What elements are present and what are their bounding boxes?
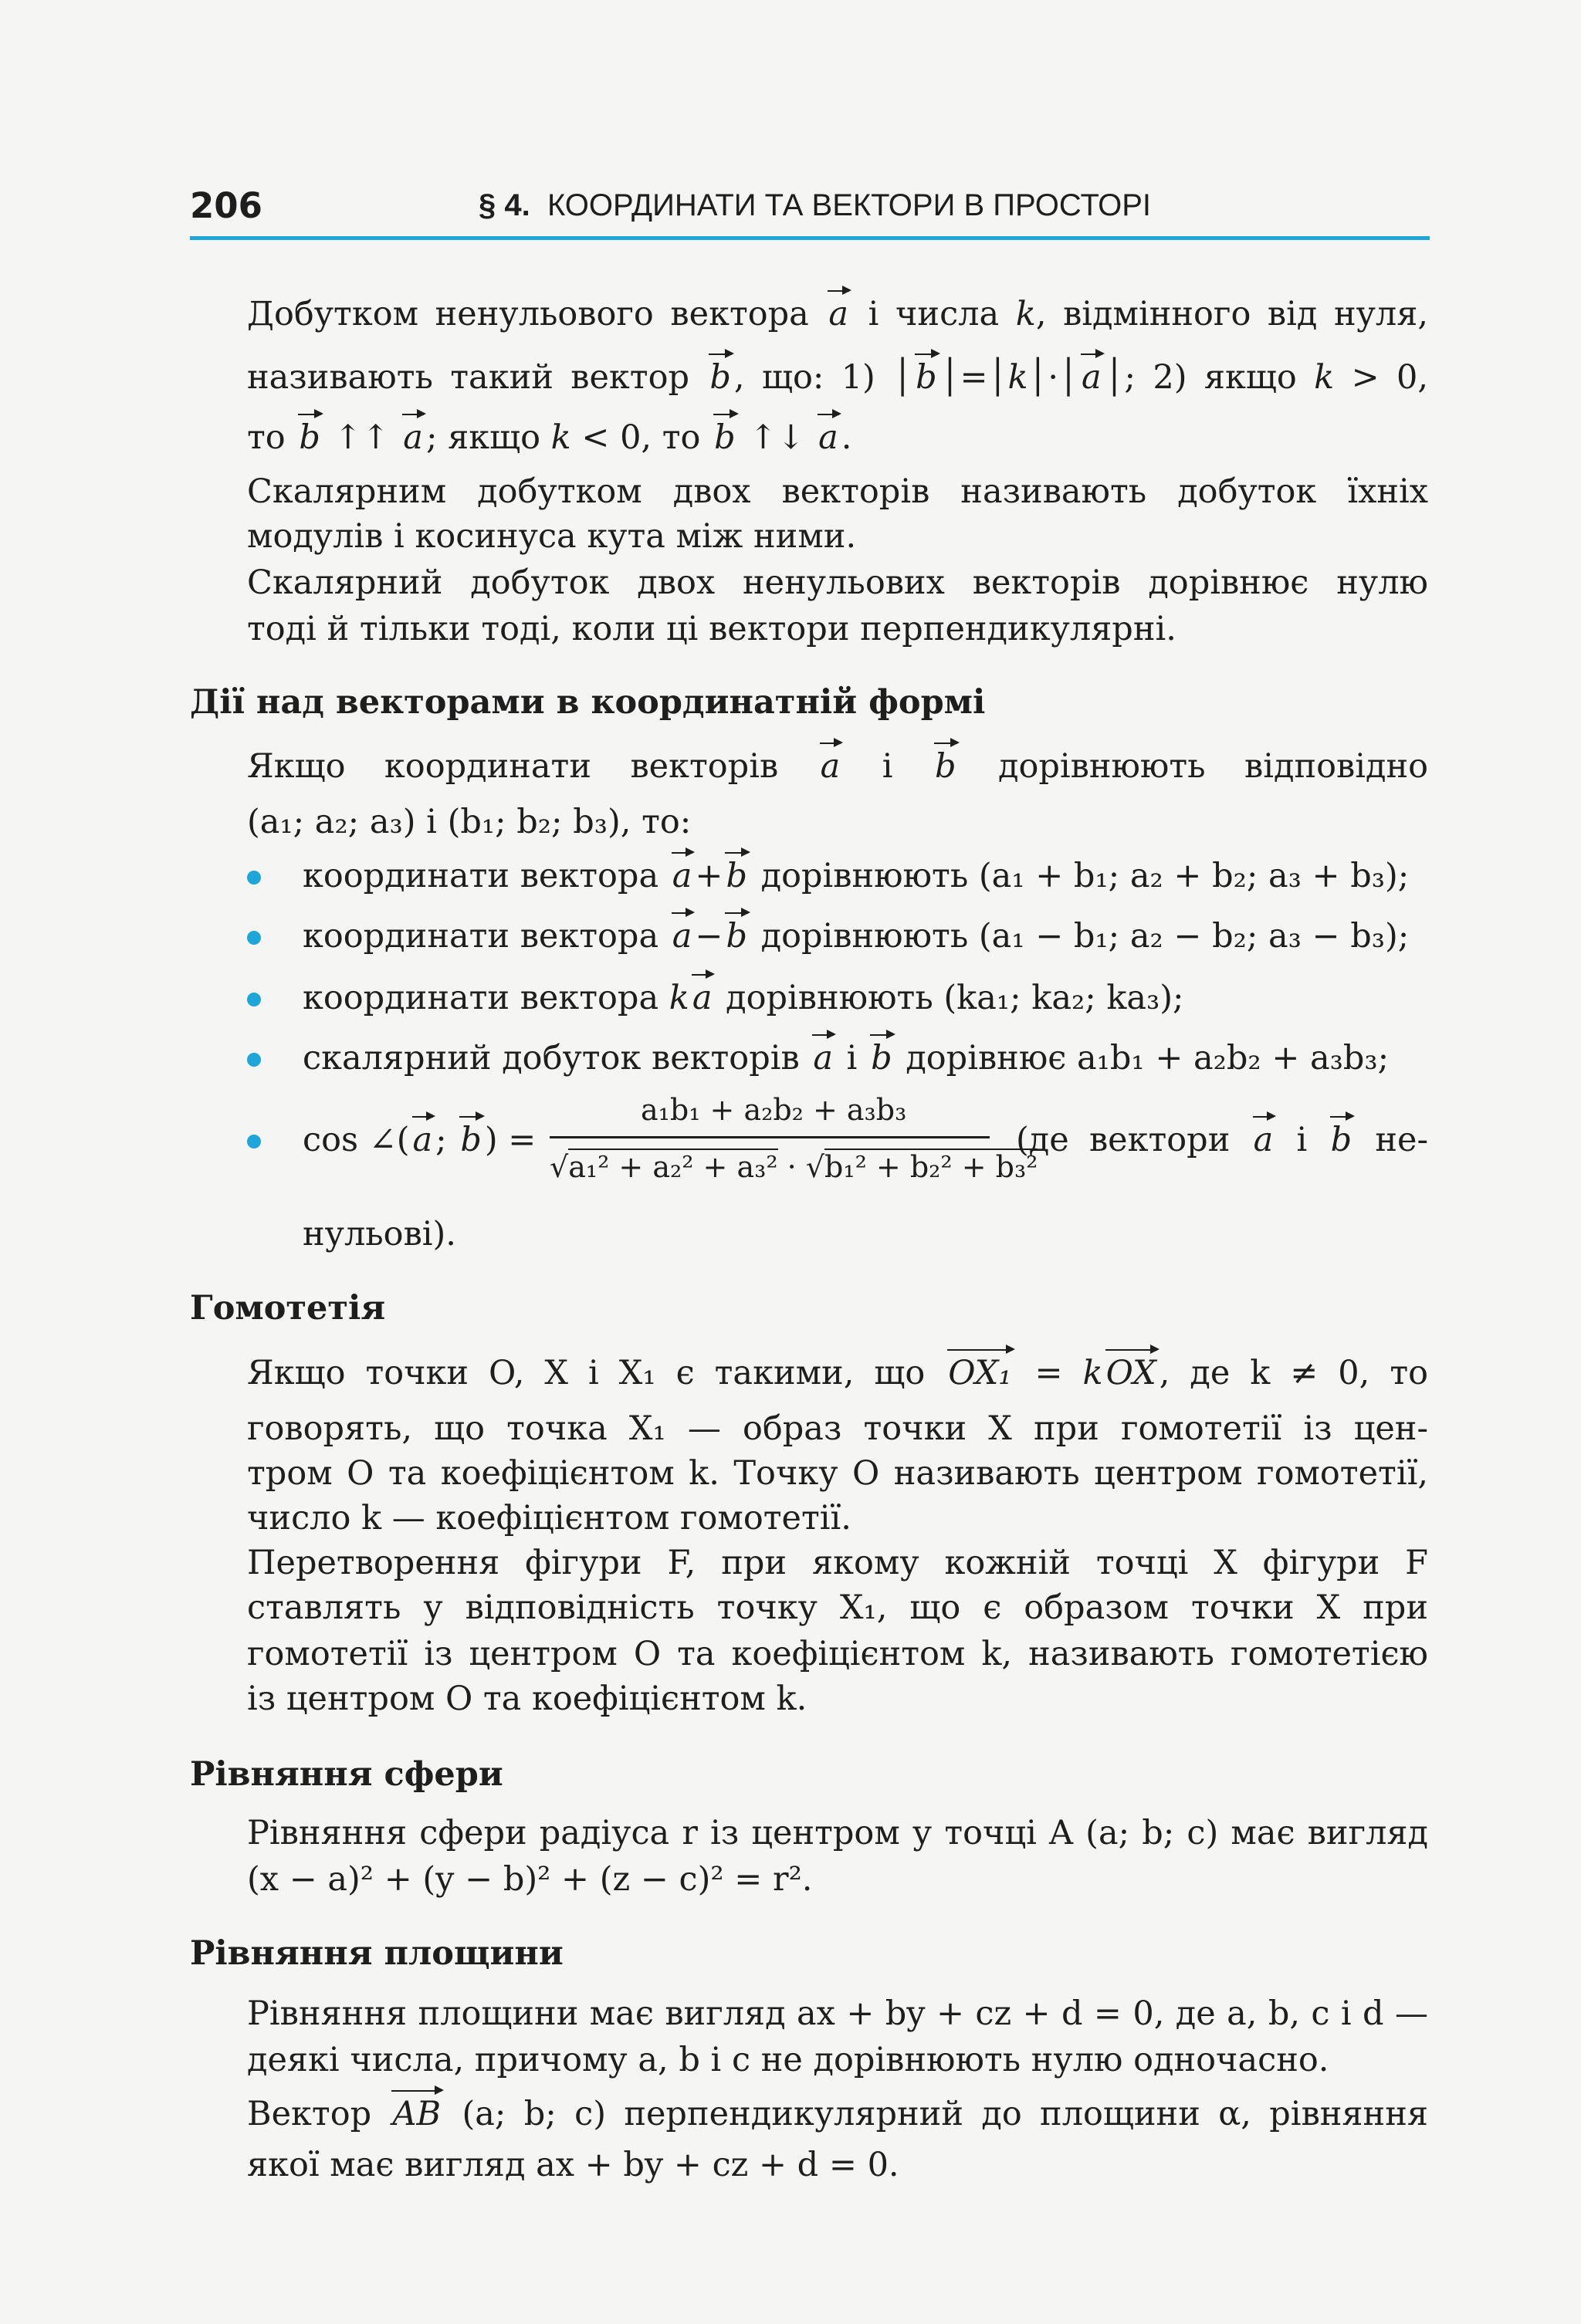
bullet-dot-product: скалярний добуток векторів a і b дорівнює a₁b₁ + a₂b₂ + a₃b₃;: [303, 1039, 1390, 1077]
homot-line1: Якщо точки O, X і X₁ є такими, що OX₁ = kOX, де k ≠ 0, то: [247, 1354, 1428, 1392]
header-rule: [190, 236, 1430, 240]
p3-line1: Скалярний добуток двох ненульових векторів дорівнює нулю: [247, 563, 1428, 602]
p3-line2: тоді й тільки тоді, коли ці вектори перпендикулярні.: [247, 610, 1176, 648]
bullet-sum: координати вектора a+b дорівнюють (a₁ + b₁; a₂ + b₂; a₃ + b₃);: [303, 857, 1410, 895]
page-number: 206: [190, 185, 262, 226]
plane-line2: деякі числа, причому a, b і c не дорівнюють нулю одночасно.: [247, 2041, 1329, 2079]
homot-line4: число k — коефіцієнтом гомотетії.: [247, 1499, 851, 1537]
homot-line2: говорять, що точка X₁ — образ точки X при гомотетії із цен-: [247, 1409, 1428, 1448]
homot-line8: із центром O та коефіцієнтом k.: [247, 1680, 807, 1718]
plane-line3: Вектор AB (a; b; c) перпендикулярний до площини α, рівняння: [247, 2095, 1429, 2133]
p2-line1: Скалярним добутком двох векторів називають добуток їхніх: [247, 472, 1428, 511]
p1-line1: Добутком ненульового вектора a і числа k, відмінного від нуля,: [247, 295, 1429, 333]
page-header: [190, 179, 1430, 241]
bullet-dot: [247, 1053, 261, 1067]
plane-line1: Рівняння площини має вигляд ax + by + cz + d = 0, де a, b, c і d —: [247, 1994, 1428, 2033]
coord-line1: Якщо координати векторів a і b дорівнюють відповідно: [247, 747, 1428, 786]
p1-line2: називають такий вектор b, що: 1) │b│=│k│·│a│; 2) якщо k > 0,: [247, 358, 1429, 397]
homot-line5: Перетворення фігури F, при якому кожній точці X фігури F: [247, 1544, 1428, 1582]
sphere-line2: (x − a)² + (y − b)² + (z − c)² = r².: [247, 1860, 813, 1899]
plane-line4: якої має вигляд ax + by + cz + d = 0.: [247, 2146, 899, 2184]
homot-line6: ставлять у відповідність точку X₁, що є образом точки X при: [247, 1588, 1428, 1627]
heading-sphere: Рівняння сфери: [190, 1755, 503, 1794]
cos-denominator: √a₁² + a₂² + a₃² · √b₁² + b₂² + b₃²: [550, 1150, 1038, 1184]
bullet-dot: [247, 993, 261, 1006]
coord-line2: (a₁; a₂; a₃) і (b₁; b₂; b₃), то:: [247, 803, 692, 841]
bullet-scalar-multiple: координати вектора ka дорівнюють (ka₁; ka₂; ka₃);: [303, 979, 1184, 1017]
bullet-dot: [247, 931, 261, 945]
heading-plane: Рівняння площини: [190, 1934, 564, 1973]
heading-homothety: Гомотетія: [190, 1289, 386, 1328]
homot-line3: тром O та коефіцієнтом k. Точку O називають центром гомотетії,: [247, 1454, 1428, 1493]
cos-numerator: a₁b₁ + a₂b₂ + a₃b₃: [641, 1093, 907, 1127]
section-title: [479, 188, 1151, 223]
sphere-line1: Рівняння сфери радіуса r із центром у точці A (a; b; c) має вигляд: [247, 1814, 1428, 1852]
bullet-dot: [247, 1135, 261, 1148]
cos-formula-note: (де вектори a і b не-: [1016, 1121, 1428, 1159]
fraction-bar: [550, 1136, 990, 1138]
section-title-text: КООРДИНАТИ ТА ВЕКТОРИ В ПРОСТОРІ: [547, 188, 1152, 222]
bullet-difference: координати вектора a−b дорівнюють (a₁ − b₁; a₂ − b₂; a₃ − b₃);: [303, 917, 1410, 956]
p1-line3: то b ↑↑ a; якщо k < 0, то b ↑↓ a.: [247, 418, 852, 457]
heading-coordinates: Дії над векторами в координатній формі: [190, 683, 986, 722]
bullet-dot: [247, 871, 261, 885]
p2-line2: модулів і косинуса кута між ними.: [247, 517, 857, 556]
cos-formula-end: нульові).: [303, 1215, 456, 1253]
section-mark: § 4.: [479, 188, 530, 222]
homot-line7: гомотетії із центром O та коефіцієнтом k, називають гомотетією: [247, 1635, 1428, 1673]
cos-formula-left: cos ∠(a; b) =: [303, 1121, 537, 1159]
